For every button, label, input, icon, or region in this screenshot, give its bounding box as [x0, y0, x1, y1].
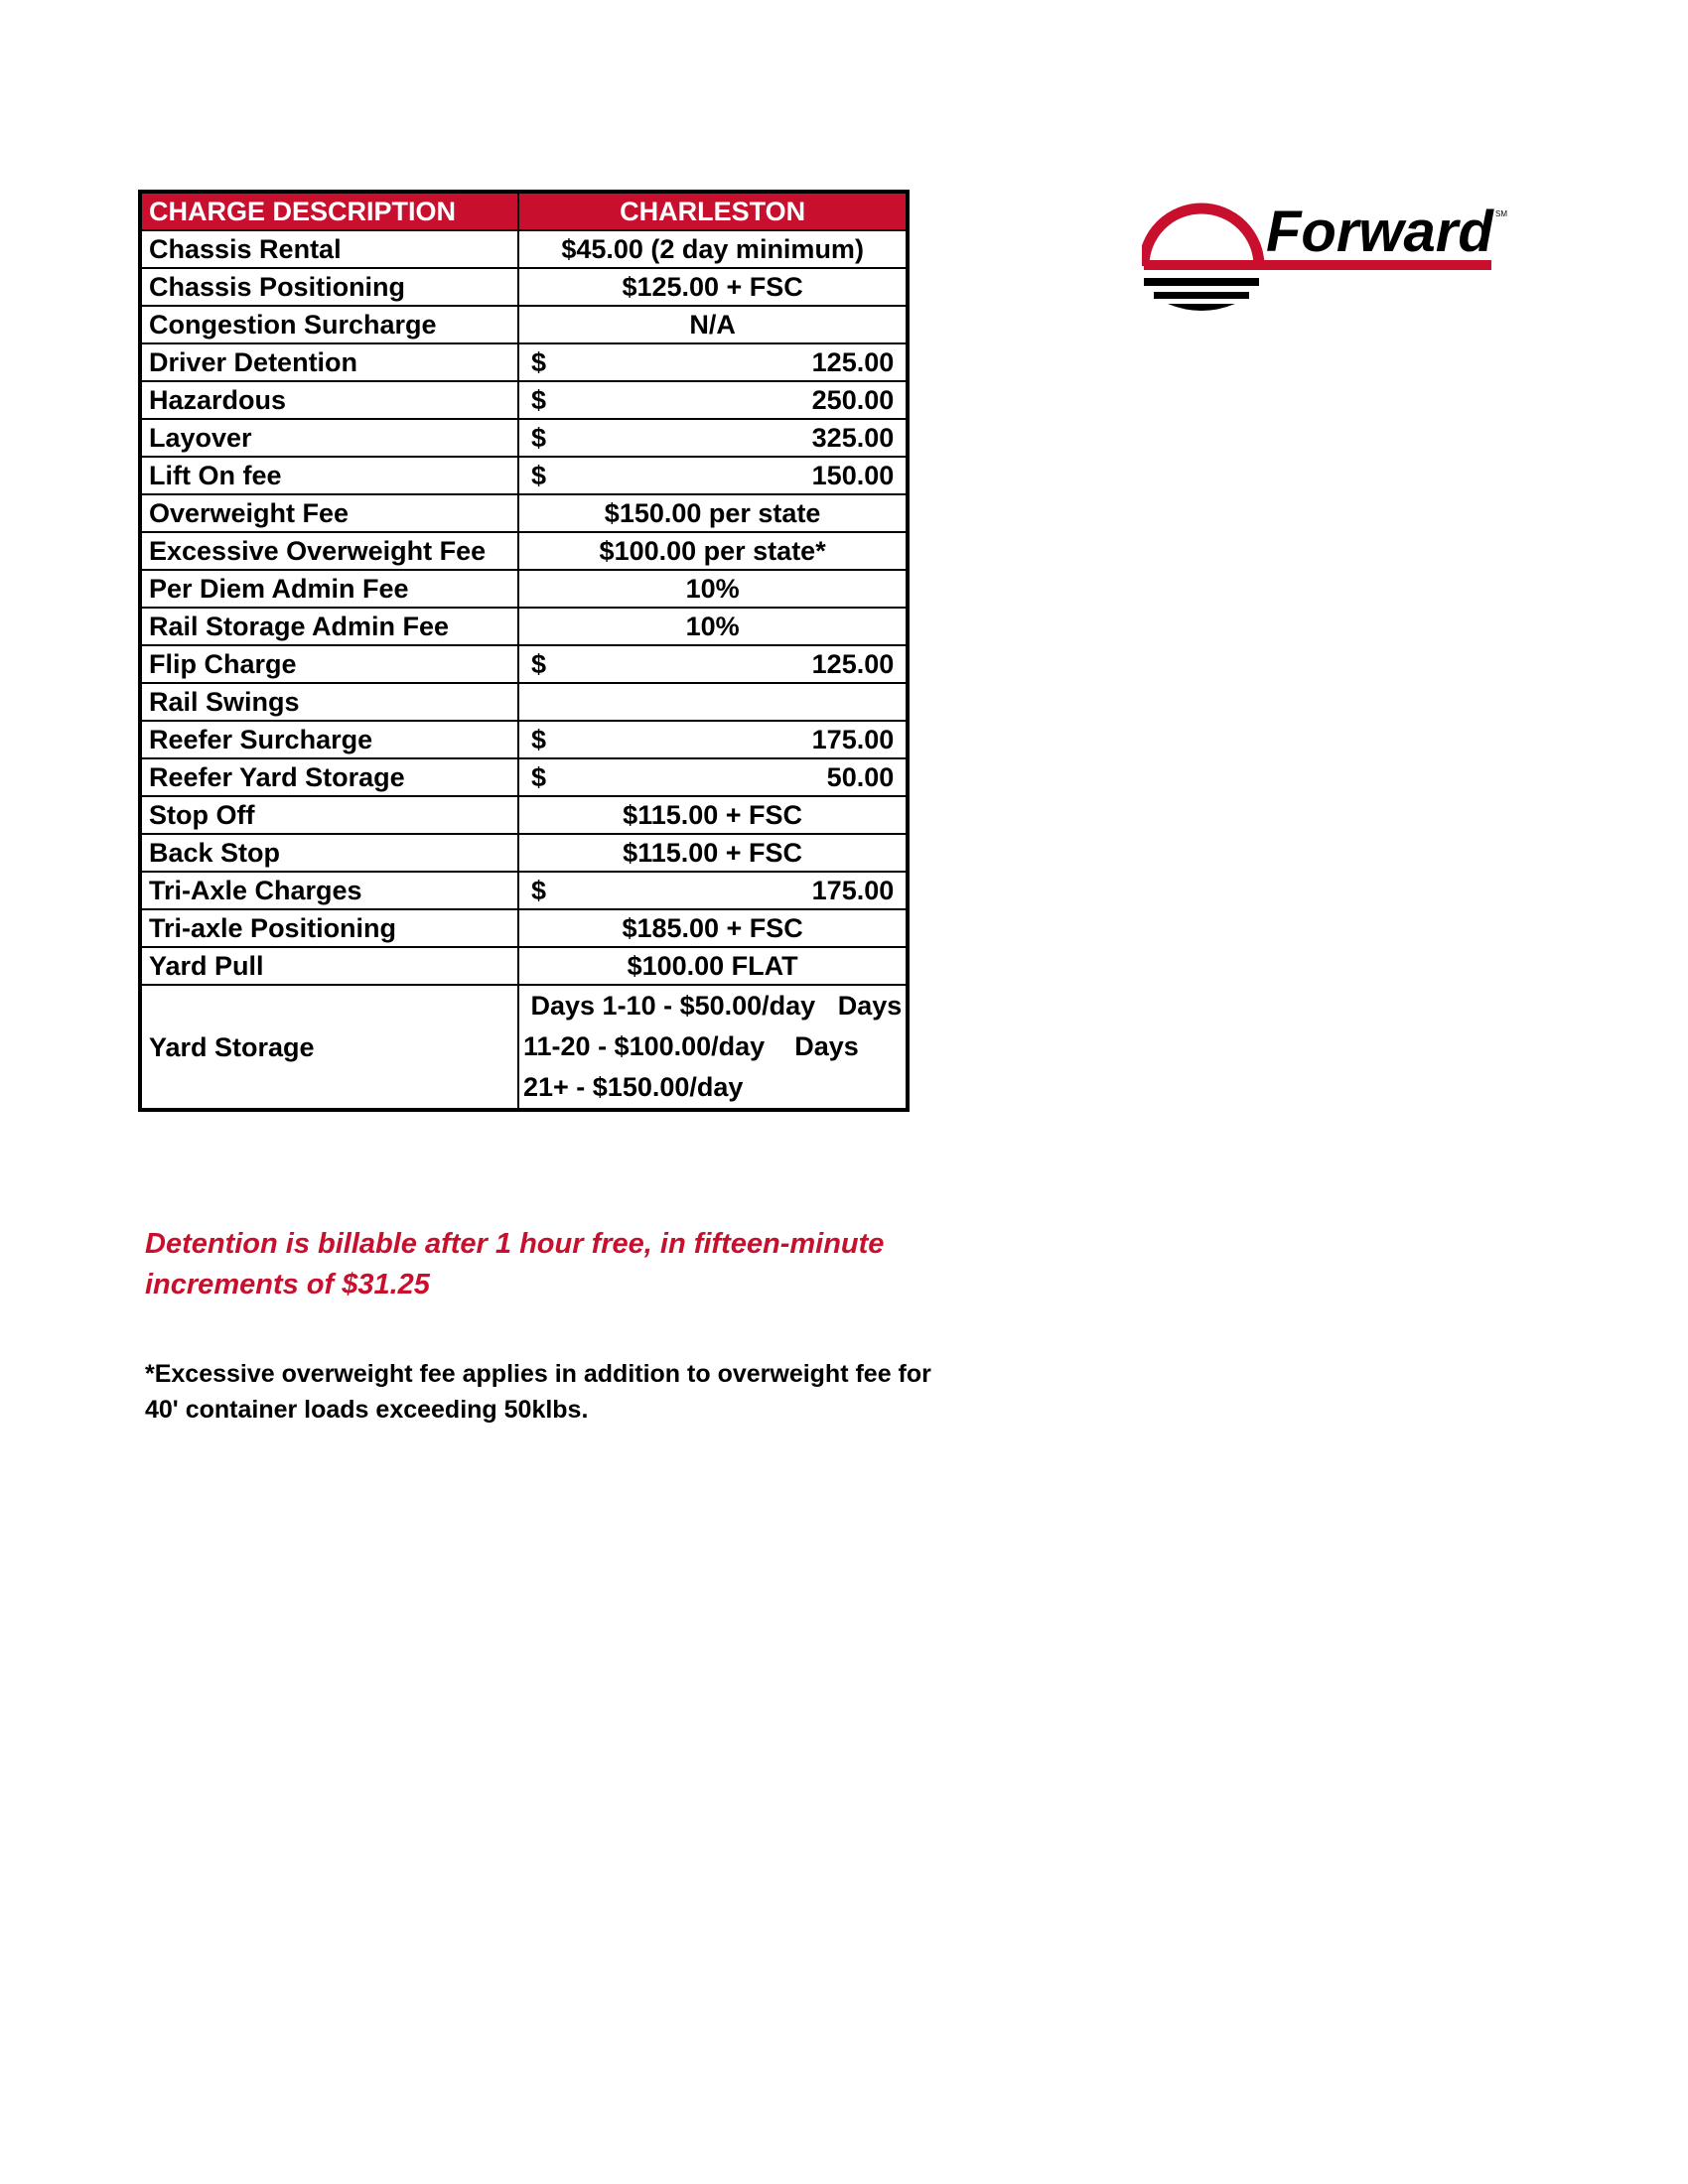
forward-logo-graphic	[1142, 195, 1519, 324]
logo-stripe	[1144, 278, 1259, 286]
row-label: Congestion Surcharge	[140, 306, 518, 343]
currency-symbol: $	[531, 649, 547, 679]
row-label: Chassis Positioning	[140, 268, 518, 306]
table-row	[140, 796, 908, 834]
row-value	[518, 419, 908, 457]
table-row	[140, 268, 908, 306]
row-value: $115.00 + FSC	[518, 834, 908, 872]
row-value	[518, 343, 908, 381]
row-label: Back Stop	[140, 834, 518, 872]
currency-symbol: $	[531, 762, 547, 792]
table-row	[140, 494, 908, 532]
table-row	[140, 834, 908, 872]
row-label: Tri-Axle Charges	[140, 872, 518, 909]
currency-symbol: $	[531, 347, 547, 377]
table-row	[140, 532, 908, 570]
amount: 175.00	[811, 876, 895, 905]
row-value	[518, 683, 908, 721]
table-row	[140, 721, 908, 758]
forward-logo	[1142, 195, 1519, 324]
table-row	[140, 570, 908, 608]
row-label: Lift On fee	[140, 457, 518, 494]
row-label: Chassis Rental	[140, 230, 518, 268]
row-label: Reefer Surcharge	[140, 721, 518, 758]
detention-note: Detention is billable after 1 hour free, in fifteen-minute increments of $31.25	[145, 1228, 885, 1300]
logo-service-mark: SM	[1495, 209, 1507, 218]
row-value	[518, 758, 908, 796]
table-row	[140, 457, 908, 494]
row-value: $185.00 + FSC	[518, 909, 908, 947]
table-row	[140, 381, 908, 419]
row-label: Overweight Fee	[140, 494, 518, 532]
currency-symbol: $	[531, 461, 547, 490]
row-value	[518, 985, 908, 1110]
row-label: Tri-axle Positioning	[140, 909, 518, 947]
table-header-row	[140, 192, 908, 230]
row-value: $100.00 per state*	[518, 532, 908, 570]
logo-stripe	[1168, 304, 1235, 311]
row-value	[518, 721, 908, 758]
row-label: Driver Detention	[140, 343, 518, 381]
table-row	[140, 947, 908, 985]
row-label: Reefer Yard Storage	[140, 758, 518, 796]
row-label: Rail Swings	[140, 683, 518, 721]
rate-table	[138, 190, 910, 1112]
amount: 125.00	[811, 347, 895, 377]
table-row	[140, 985, 908, 1110]
currency-symbol: $	[531, 876, 547, 905]
logo-arc	[1144, 208, 1259, 266]
table-row	[140, 872, 908, 909]
row-value	[518, 645, 908, 683]
yard-storage-line: Days 1-10 - $50.00/day Days	[523, 991, 903, 1021]
currency-symbol: $	[531, 725, 547, 754]
row-label: Flip Charge	[140, 645, 518, 683]
yard-storage-line: 11-20 - $100.00/day Days	[523, 1031, 859, 1061]
amount: 175.00	[811, 725, 895, 754]
row-label: Yard Storage	[140, 985, 518, 1110]
table-row	[140, 419, 908, 457]
row-label: Yard Pull	[140, 947, 518, 985]
amount: 250.00	[811, 385, 895, 415]
table-row	[140, 230, 908, 268]
currency-symbol: $	[531, 423, 547, 453]
table-row	[140, 306, 908, 343]
row-value: $100.00 FLAT	[518, 947, 908, 985]
table-row	[140, 645, 908, 683]
row-value: 10%	[518, 570, 908, 608]
row-value: $125.00 + FSC	[518, 268, 908, 306]
overweight-footnote: *Excessive overweight fee applies in addition to overweight fee for 40' container loads exceeding 50klbs.	[145, 1360, 931, 1424]
header-charge-description: CHARGE DESCRIPTION	[140, 192, 518, 230]
row-value: $115.00 + FSC	[518, 796, 908, 834]
row-label: Per Diem Admin Fee	[140, 570, 518, 608]
row-label: Layover	[140, 419, 518, 457]
yard-storage-line: 21+ - $150.00/day	[523, 1072, 744, 1102]
amount: 150.00	[811, 461, 895, 490]
logo-stripe	[1154, 292, 1249, 299]
table-row	[140, 758, 908, 796]
row-value: N/A	[518, 306, 908, 343]
row-value: $45.00 (2 day minimum)	[518, 230, 908, 268]
table-row	[140, 608, 908, 645]
table-row	[140, 683, 908, 721]
logo-wordmark: Forward	[1266, 200, 1493, 264]
row-value: 10%	[518, 608, 908, 645]
row-value	[518, 381, 908, 419]
row-value	[518, 872, 908, 909]
row-label: Hazardous	[140, 381, 518, 419]
row-value	[518, 457, 908, 494]
row-value: $150.00 per state	[518, 494, 908, 532]
row-label: Rail Storage Admin Fee	[140, 608, 518, 645]
row-label: Excessive Overweight Fee	[140, 532, 518, 570]
amount: 325.00	[811, 423, 895, 453]
currency-symbol: $	[531, 385, 547, 415]
table-row	[140, 909, 908, 947]
table-row	[140, 343, 908, 381]
header-location: CHARLESTON	[518, 192, 908, 230]
amount: 50.00	[826, 762, 895, 792]
row-label: Stop Off	[140, 796, 518, 834]
amount: 125.00	[811, 649, 895, 679]
